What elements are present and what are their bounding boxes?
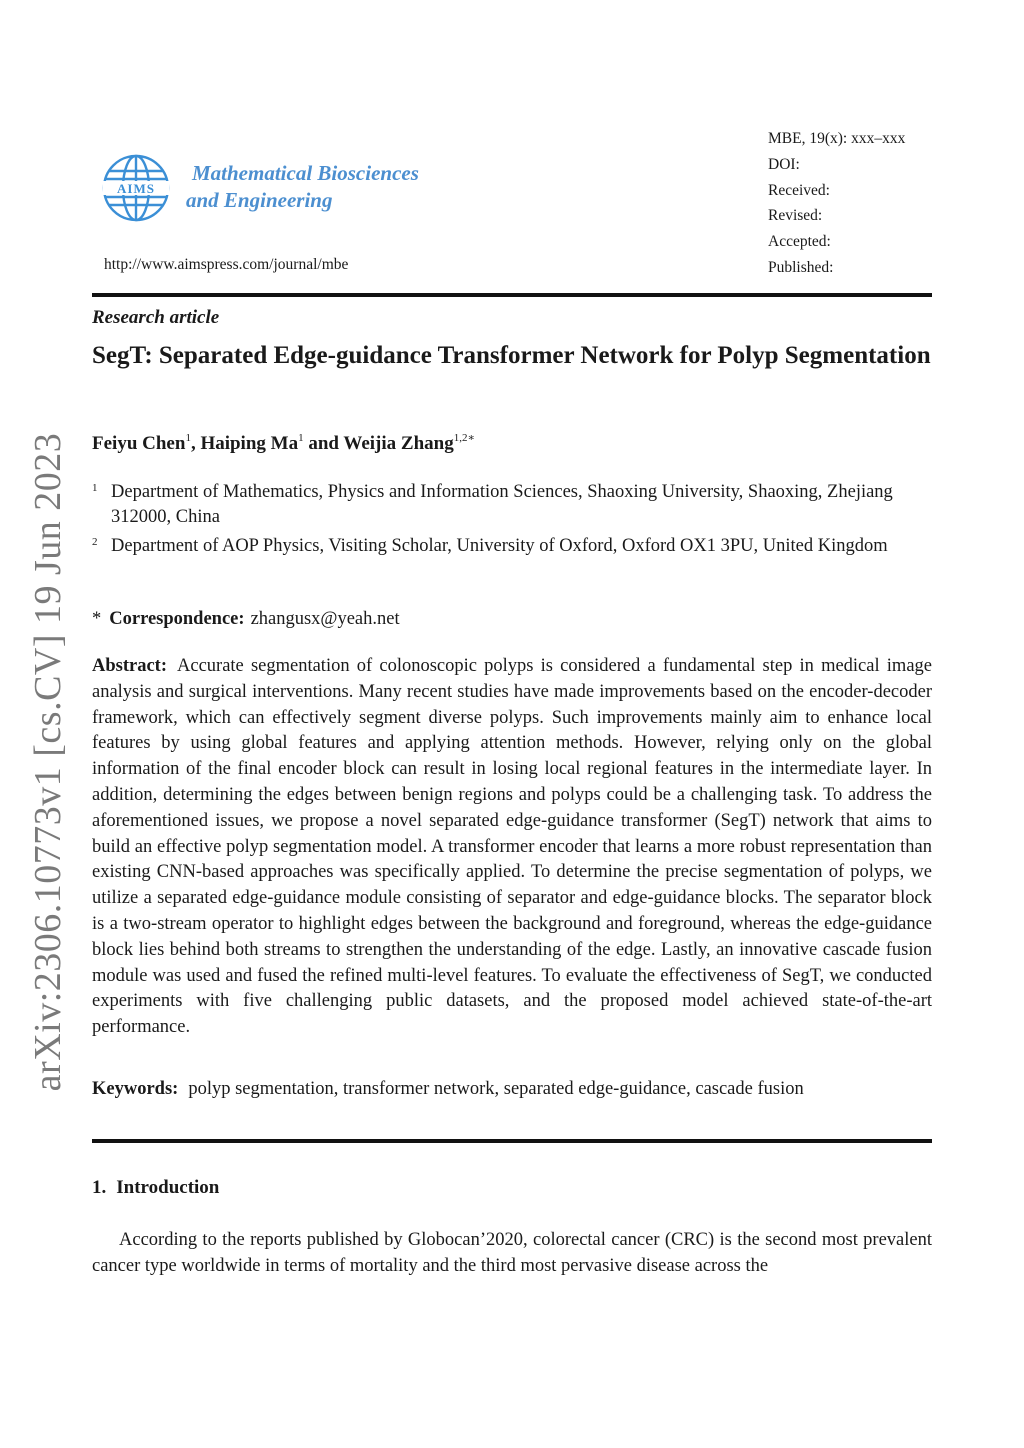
journal-name [186, 160, 419, 214]
correspondence-label: Correspondence: [109, 609, 245, 629]
correspondence-star: * [92, 609, 102, 629]
abstract-rule [92, 1139, 932, 1143]
affiliation [92, 480, 932, 530]
header-rule [92, 293, 932, 297]
section-title: Introduction [116, 1177, 220, 1198]
journal-name-line1: Mathematical Biosciences [192, 161, 419, 185]
author-affil: 1 [298, 432, 304, 444]
author-sep: and [303, 433, 344, 454]
introduction-paragraph: According to the reports published by Globocan’2020, colorectal cancer (CRC) is the second most prevalent cancer type worldwide in terms of mortality and the third most pervasive disease across the [92, 1230, 932, 1276]
abstract-text: Accurate segmentation of colonoscopic polyps is considered a fundamental step in medical image analysis and surgical interventions. Many recent studies have made improvements based on the encoder-decoder framework, which can effectively segment diverse polyps. Such improvements mainly aim to enhance local features by using global features and applying attention methods. However, relying only on the global information of the final encoder block can result in losing local regional features in the intermediate layer. In addition, determining the edges between benign regions and polyps could be a challenging task. To address the aforementioned issues, we propose a novel separated edge-guidance transformer (SegT) network that aims to build an effective polyp segmentation model. A transformer encoder that learns a more robust representation than existing CNN-based approaches was specifically applied. To determine the precise segmentation of polyps, we utilize a separated edge-guidance module consisting of separator and edge-guidance blocks. The separator block is a two-stream operator to highlight edges between the background and foreground, whereas the edge-guidance block lies behind both streams to strengthen the understanding of the edge. Lastly, an innovative cascade fusion module was used and fused the refined multi-level features. To evaluate the effectiveness of SegT, we conducted experiments with five challenging public datasets, and the proposed model achieved state-of-the-art performance. [92, 656, 932, 1038]
keywords-label: Keywords: [92, 1079, 179, 1099]
aims-logo-icon [100, 152, 172, 224]
author-list [92, 431, 475, 455]
meta-volume: MBE, 19(x): xxx–xxx [768, 130, 906, 147]
section-heading [92, 1177, 219, 1199]
affiliation-text: Department of AOP Physics, Visiting Scholar, University of Oxford, Oxford OX1 3PU, United Kingdom [111, 536, 888, 556]
journal-name-line2: and Engineering [186, 188, 333, 212]
author-name: Haiping Ma [200, 433, 299, 454]
meta-received: Received: [768, 181, 830, 199]
affiliation-number: 2 [92, 536, 98, 548]
keywords [92, 1079, 804, 1100]
logo-text: AIMS [117, 181, 155, 196]
affiliation-text: Department of Mathematics, Physics and Information Sciences, Shaoxing University, Shaoxing, Zhejiang 312000, China [111, 482, 893, 527]
author-name: Feiyu Chen [92, 433, 186, 454]
correspondence-email[interactable]: zhangusx@yeah.net [250, 609, 400, 629]
author-affil: 1 [185, 432, 191, 444]
journal-url[interactable]: http://www.aimspress.com/journal/mbe [104, 256, 349, 273]
article-type: Research article [92, 307, 220, 328]
correspondence [92, 609, 400, 630]
meta-accepted: Accepted: [768, 233, 831, 251]
arxiv-side-stamp: arXiv:2306.10773v1 [cs.CV] 19 Jun 2023 [27, 432, 69, 1092]
meta-published: Published: [768, 258, 834, 276]
author-sep: , [190, 433, 201, 454]
author-affil: 1,2∗ [453, 432, 475, 444]
meta-revised: Revised: [768, 207, 823, 225]
author-name: Weijia Zhang [343, 433, 454, 454]
section-number: 1. [92, 1177, 107, 1198]
paper-title: SegT: Separated Edge-guidance Transformer Network for Polyp Segmentation [92, 342, 931, 369]
article-meta [768, 126, 905, 281]
meta-doi: DOI: [768, 155, 800, 173]
affiliation-number: 1 [92, 482, 98, 494]
affiliation [92, 534, 932, 559]
abstract-label: Abstract: [92, 656, 168, 676]
keywords-text: polyp segmentation, transformer network, separated edge-guidance, cascade fusion [188, 1079, 804, 1099]
abstract [92, 654, 932, 1041]
